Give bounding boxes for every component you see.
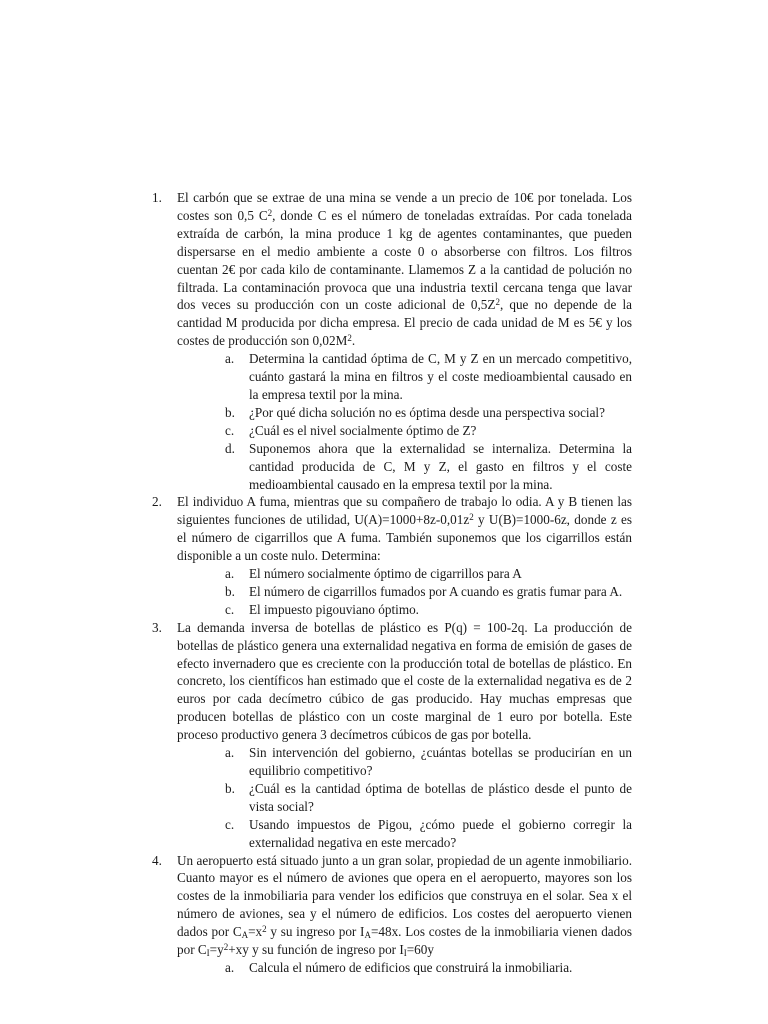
question-item: b. ¿Cuál es la cantidad óptima de botellas de plástico desde el punto de vista social? xyxy=(225,780,632,814)
problem-2 xyxy=(152,493,632,618)
question-item: d. Suponemos ahora que la externalidad se internaliza. Determina la cantidad producida de C, M y Z, el gasto en filtros y el coste medioambiental causado en la empresa textil por la mina. xyxy=(225,440,632,492)
problem-number: 3. xyxy=(152,619,162,635)
problem-1 xyxy=(152,189,632,493)
problem-text: El carbón que se extrae de una mina se vende a un precio de 10€ por tonelada. Los costes son 0,5 $C^2$, donde C es el número de toneladas extraídas. Por cada tonelada extraída de carbón, la mina produce 1 kg de agentes contaminantes, que pueden dispersarse en el medio ambiente a coste 0 o absorberse con filtros. Los filtros cuentan 2€ por cada kilo de contaminante. Llamemos Z a la cantidad de polución no filtrada. La contaminación provoca que una industria textil cercana tenga que lavar dos veces su producción con un coste adicional de $0,5Z^2$, que no depende de la cantidad M producida por dicha empresa. El precio de cada unidad de M es 5€ y los costes de producción son $0,02M^2$. xyxy=(177,190,632,349)
question-item: c. Usando impuestos de Pigou, ¿cómo puede el gobierno corregir la externalidad negativa en este mercado? xyxy=(225,816,632,850)
question-item: b. ¿Por qué dicha solución no es óptima desde una perspectiva social? xyxy=(225,404,605,420)
problem-text: La demanda inversa de botellas de plástico es P(q) = 100-2q. La producción de botellas de plástico genera una externalidad negativa en forma de emisión de gases de efecto invernadero que es creciente con la producción total de botellas de plástico. En concreto, los científicos han estimado que el coste de la externalidad negativa es de 2 euros por cada decímetro cúbico de gas producido. Hay muchas empresas que producen botellas de plástico con un coste marginal de 1 euro por botella. Este proceso productivo genera 3 decímetros cúbicos de gas por botella. xyxy=(177,619,632,743)
problem-text: El individuo A fuma, mientras que su compañero de trabajo lo odia. A y B tienen las siguientes funciones de utilidad, $U(A)=1000+8z-0,01z^2$ y U(B)=1000-6z, donde z es el número de cigarrillos que A fuma. También suponemos que los cigarrillos están disponible a un coste nulo. Determina: xyxy=(177,494,632,564)
problem-text: Un aeropuerto está situado junto a un gran solar, propiedad de un agente inmobiliario. Cuanto mayor es el número de aviones que opera en el aeropuerto, mayores son los costes de la inmobiliaria para vender los edificios que construya en el solar. Sea x el número de aviones, sea y el número de edificios. Los costes del aeropuerto vienen dados por $C_A=x^2$ y su ingreso por $I_A=48x$. Los costes de la inmobiliaria vienen dados por $C_I=y^2+xy$ y su función de ingreso por $I_I=60y$ xyxy=(177,852,632,959)
problem-4 xyxy=(152,852,632,977)
exercise-list xyxy=(152,189,632,977)
problem-number: 1. xyxy=(152,190,162,205)
problem-number: 2. xyxy=(152,494,162,510)
question-item: a. Determina la cantidad óptima de C, M y Z en un mercado competitivo, cuánto gastará la mina en filtros y el coste medioambiental causado en la empresa textil por la mina. xyxy=(225,351,632,402)
page-cutoff xyxy=(0,975,768,1024)
question-item: a. Calcula el número de edificios que construirá la inmobiliaria. xyxy=(225,959,573,975)
question-item: c. El impuesto pigouviano óptimo. xyxy=(225,601,419,617)
question-item: c. ¿Cuál es el nivel socialmente óptimo de Z? xyxy=(225,422,477,438)
problem-3 xyxy=(152,619,632,852)
question-item: a. El número socialmente óptimo de cigarrillos para A xyxy=(225,566,522,582)
question-item: b. El número de cigarrillos fumados por A cuando es gratis fumar para A. xyxy=(225,583,623,599)
problem-number: 4. xyxy=(152,852,162,868)
question-item: a. Sin intervención del gobierno, ¿cuántas botellas se producirían en un equilibrio competitivo? xyxy=(225,745,632,778)
